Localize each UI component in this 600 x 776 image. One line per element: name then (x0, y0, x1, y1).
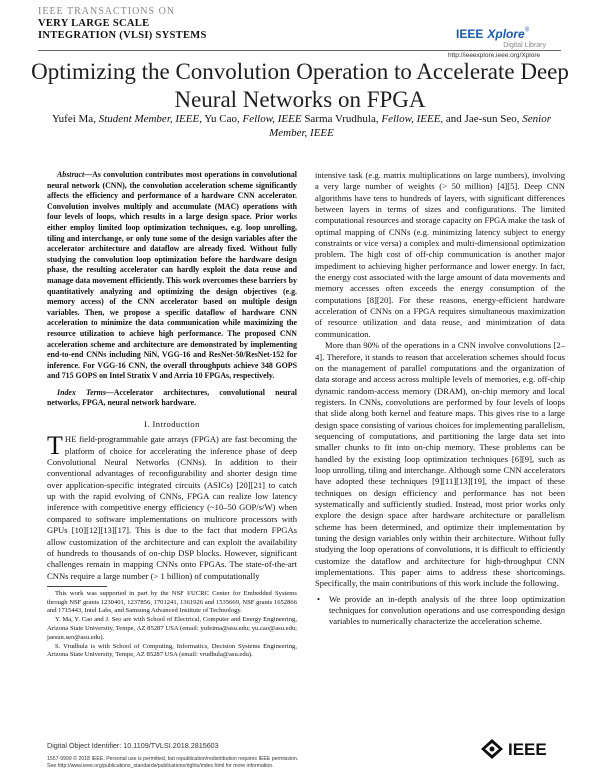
author-2: Yu Cao, (204, 113, 240, 125)
right-column (315, 170, 565, 628)
journal-header (38, 6, 278, 42)
ieee-diamond-icon (480, 738, 504, 760)
author-1-role: Student Member, IEEE, (98, 113, 202, 125)
logo-xplore-text: Xplore (487, 27, 525, 41)
index-terms (47, 388, 297, 409)
copyright-line-1: 1557-9999 © 2018 IEEE. Personal use is permitted, but republication/redistribution requires IEEE permission. (47, 756, 299, 762)
author-4-role: Senior Member, IEEE (269, 113, 552, 139)
copyright-line-2[interactable]: See http://www.ieee.org/publications_standards/publications/rights/index.html for more information. (47, 762, 274, 769)
author-1: Yufei Ma, (51, 113, 96, 125)
ieee-xplore-logo[interactable] (456, 25, 566, 47)
section-heading-introduction: I. Introduction (144, 419, 200, 430)
abstract-text: As convolution contributes most operations in convolutional neural network (CNN), the convolution acceleration scheme significantly affects the efficiency and performance of a hardware CNN accelerator. Convolution involves multiply and accumulate (MAC) operations with four levels of loops, which results in a large design space. Prior works either employ limited loop optimization techniques, e.g. loop unrolling, tiling and interchange, or only tune some of the design variables after the accelerator architecture and dataflow are already fixed. Without fully studying the convolution loop optimization before the hardware design phase, the resulting accelerator can hardly exploit the data reuse and manage data movement efficiently. This work overcomes these barriers by quantitatively analyzing and optimizing the design objectives (e.g. memory access) of the CNN accelerator based on multiple design variables. Then, we propose a specific dataflow of hardware CNN acceleration to minimize the data communication while maximizing the resource utilization to achieve high performance. The proposed CNN acceleration scheme and architecture are demonstrated by implementing end-to-end CNNs including NiN, VGG-16 and ResNet-50/ResNet-152 for inference. For VGG-16 CNN, the overall throughputs achieve 348 GOPS and 715 GOPS on Intel Stratix V and Arria 10 FPGAs, respectively. (47, 170, 297, 381)
logo-registered-mark: ® (524, 27, 530, 34)
contribution-bullet-1-text: We provide an in-depth analysis of the three loop optimization techniques for convolution operations and use corresponding design variables to numerically characterize the acceleration scheme. (329, 593, 565, 627)
footnote-affiliation-1: Y. Ma, Y. Cao and J. Seo are with School of Electrical, Computer and Energy Engineering, Arizona State University, Tempe, AZ 85287 USA (email: yufeima@asu.edu; yu.cao@asu.edu; jaesun.seo@asu.edu). (47, 616, 297, 641)
drop-cap: T (47, 431, 63, 461)
right-paragraph-1: intensive task (e.g. matrix multiplications on large numbers), involving a very large number of weights (> 50 million) [4][5]. Deep CNN algorithms have tens to hundreds of layers, with significant differences between layers in terms of sizes and configurations. The limited computational resources and storage capacity on FPGA make the task of optimal mapping of CNNs (e.g. minimizing latency subject to energy constraints or vice versa) a complex and multi-dimensional optimization problem. The high cost of off-chip communication is another major impediment to achieving higher performance and lower energy. In fact, the energy cost associated with the large amount of data movements and memory accesses often exceeds the energy consumption of the computations [8][20]. For these reasons, energy-efficient hardware acceleration of CNNs on a FPGA requires simultaneous maximization of resource utilization and data reuse, and minimization of data communication. (315, 170, 565, 339)
paper-title: Optimizing the Convolution Operation to Accelerate Deep Neural Networks on FPGA (31, 59, 569, 112)
author-2-role: Fellow, IEEE (242, 113, 302, 125)
journal-line-3: INTEGRATION (VLSI) SYSTEMS (38, 30, 207, 41)
journal-line-1: IEEE TRANSACTIONS ON (38, 6, 176, 17)
abstract (47, 170, 297, 382)
footnote-divider (47, 586, 107, 587)
journal-line-2: VERY LARGE SCALE (38, 18, 150, 29)
ieee-footer-logo (480, 738, 570, 760)
right-paragraph-2: More than 90% of the operations in a CNN involve convolutions [2–4]. Therefore, it stands to reason that acceleration schemes should focus on the management of parallel computations and the organization of data storage and access across multiple levels of memories, e.g. off-chip dynamic random-access memory (DRAM), on-chip memory and local registers. In CNNs, convolutions are performed by four levels of loops that slide along both kernel and feature maps. This gives rise to a large design space consisting of various choices for implementing parallelism, sequencing of computations, and partitioning the large data set into smaller chunks to fit into on-chip memory. These problems can be handled by the existing loop optimization techniques [6][9], such as loop unrolling, tiling and interchange. Although some CNN accelerators have adopted these techniques [9][11][13][19], the impact of these techniques on design efficiency and performance has not been systematically and sufficiently studied. Instead, most prior works only explore the design space after hardware architecture or parallelism scheme has been determined, and optimize their implementation by tuning the design variables only within their architecture. Without fully studying the loop operations of convolutions, it is difficult to efficiently customize the dataflow and architecture for high-throughput CNN implementations. This paper aims to address these shortcomings. Specifically, the main contributions of this work include the following. (315, 340, 565, 589)
logo-ieee-text: IEEE (456, 27, 484, 41)
index-terms-label: Index Terms— (57, 387, 114, 397)
copyright-notice (47, 756, 467, 769)
footnote-affiliation-2: S. Vrudhula is with School of Computing, Informatics, Decision Systems Engineering, Arizona State University, Tempe, AZ 85287 USA (email: vrudhula@asu.edu). (47, 642, 297, 659)
bullet-dot-icon: • (317, 593, 321, 604)
xplore-url-link[interactable]: http://ieeexplore.ieee.org/Xplore (448, 52, 541, 59)
author-3-role: Fellow, IEEE, (381, 113, 444, 125)
index-terms-text: Accelerator architectures, convolutional neural networks, FPGA, neural network hardware. (47, 387, 297, 408)
ieee-footer-text: IEEE (508, 740, 547, 759)
intro-text: HE field-programmable gate arrays (FPGA) are fast becoming the platform of choice for accelerating the inference phase of deep Convolutional Neural Networks (CNNs). In addition to their conventional advantages of reconfigurability and shorter design time over application-specific integrated circuits (ASICs) [20][21] to catch up with the rapid evolving of CNNs, FPGA can realize low latency inference with competitive energy efficiency (~10–50 GOP/s/W) when compared to software implementations on multicore processors with GPUs [10][12][13][17]. This is due to the fact that modern FPGAs allow customization of the architecture and can exploit the availability of hundreds to thousands of on-chip DSP blocks. However, significant challenges remain in mapping CNNs onto FPGAs. The state-of-the-art CNNs require a large number (> 1 billion) of computationally (47, 434, 297, 581)
contribution-bullet-1 (315, 594, 565, 628)
abstract-label: Abstract— (57, 170, 93, 179)
author-3: Sarma Vrudhula, (304, 113, 379, 125)
author-list (34, 112, 569, 140)
author-4: and Jae-sun Seo, (445, 113, 520, 125)
left-column (47, 170, 297, 660)
footnote-funding: This work was supported in part by the NSF I/UCRC Center for Embedded Systems through NSF grants 1230401, 1237856, 1701241, 1361926 and 1535669, NSF grants 1652866 and 1715443, Intel Labs, and Samsung Advanced Institute of Technology. (47, 589, 297, 615)
doi-link[interactable]: Digital Object Identifier: 10.1109/TVLSI.2018.2815603 (47, 741, 219, 750)
logo-subtitle: Digital Library (503, 42, 546, 49)
header-divider (38, 50, 561, 51)
intro-paragraph (47, 431, 297, 581)
